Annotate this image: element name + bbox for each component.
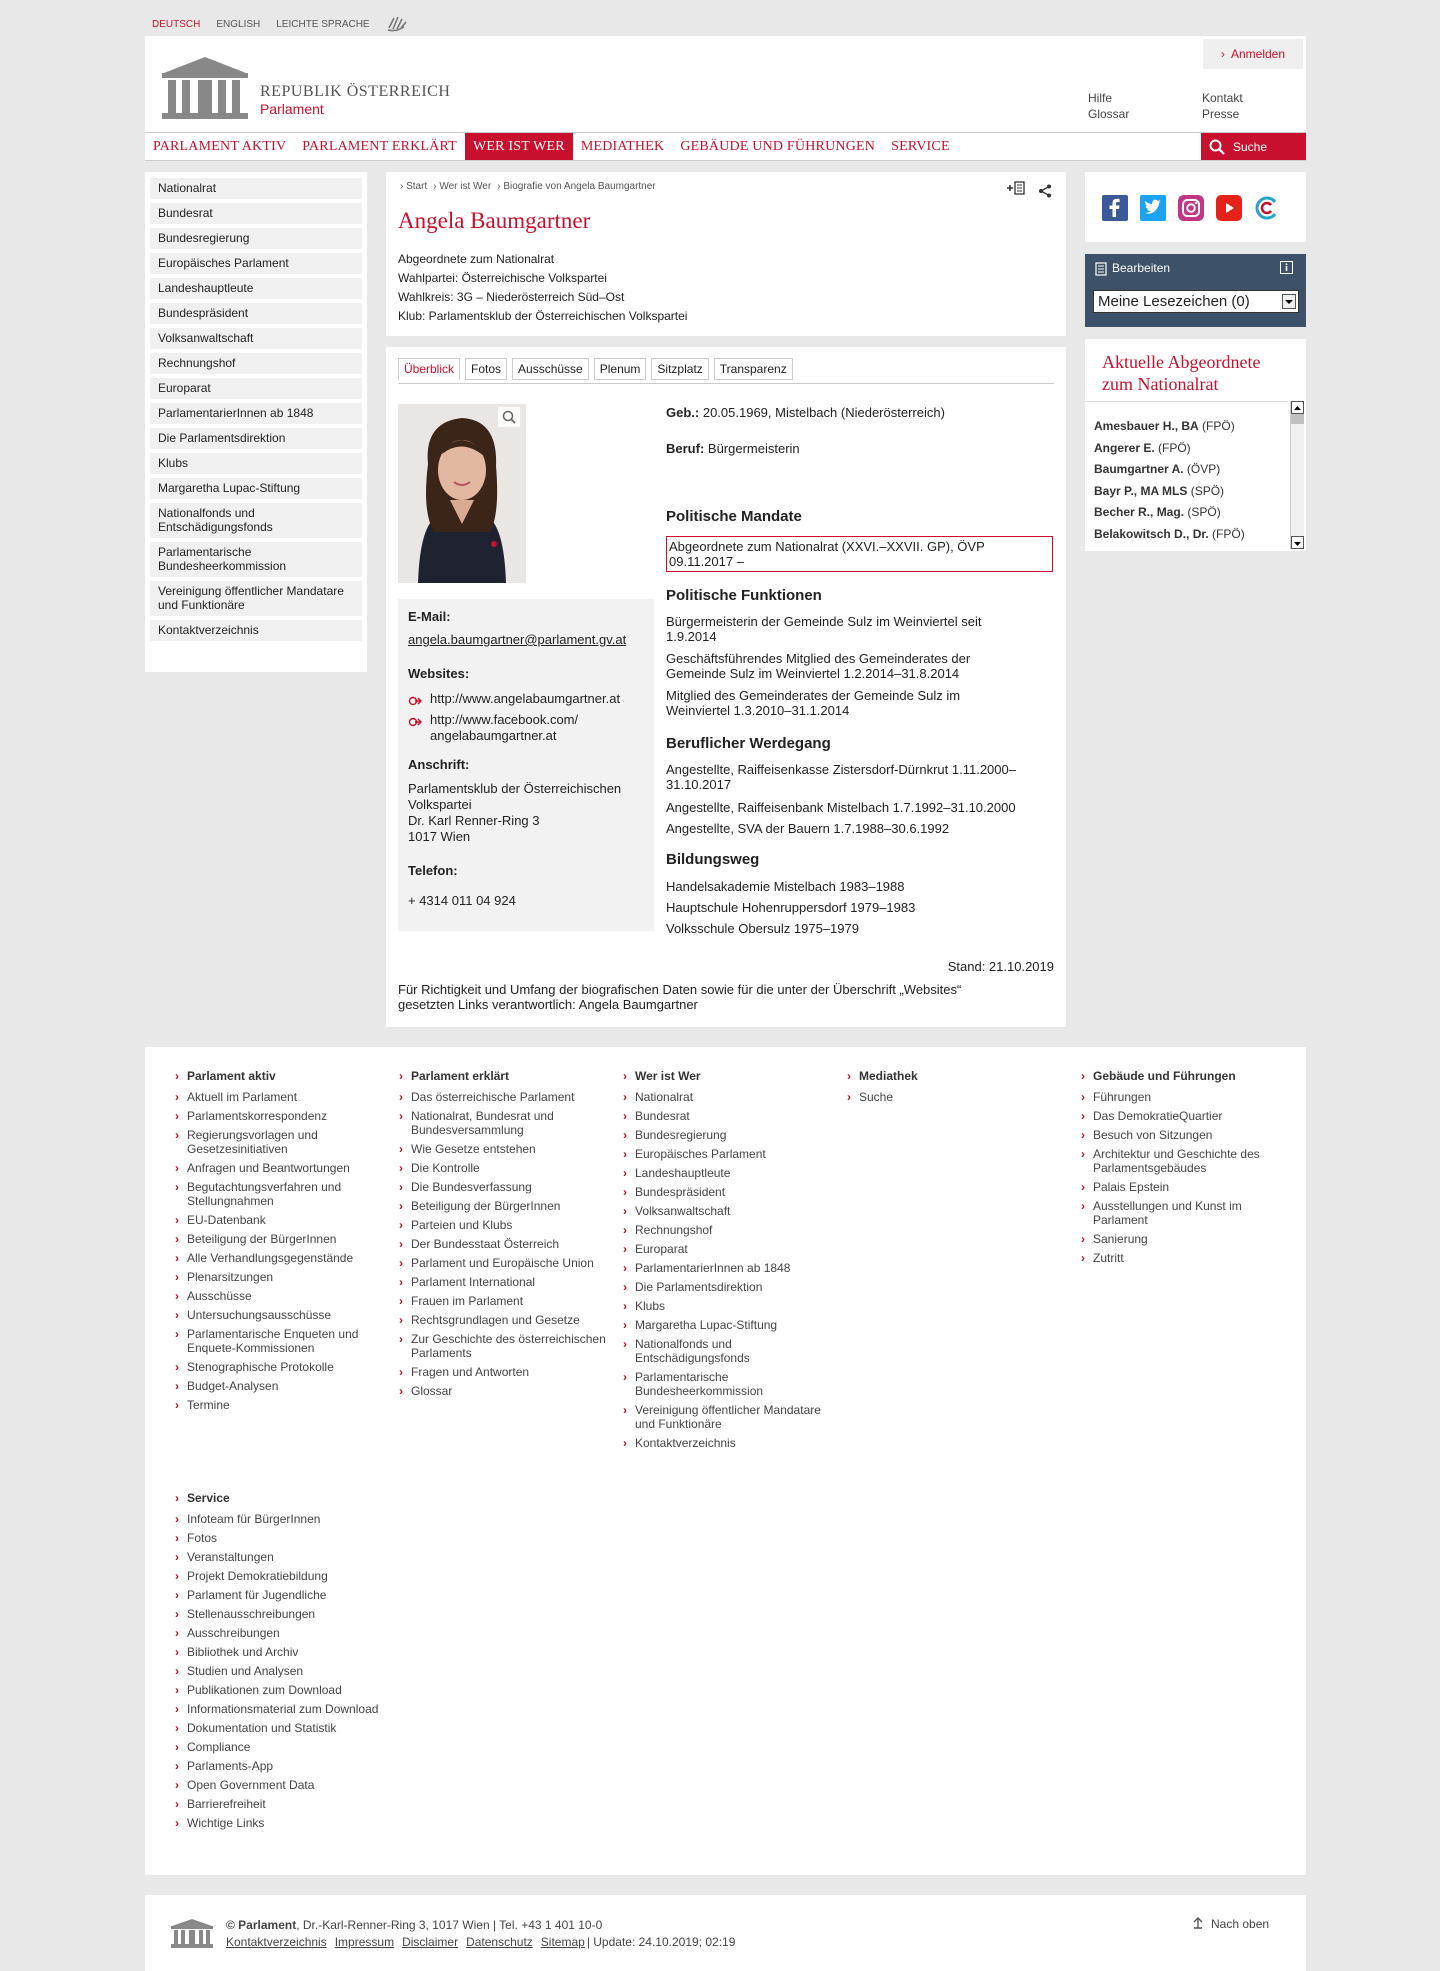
education-item: Volksschule Obersulz 1975–1979 <box>666 921 859 936</box>
sidebar-item-vereinigung[interactable]: Vereinigung öffentlicher Mandatare und Funktionäre <box>150 581 362 616</box>
profession-info <box>666 441 1046 456</box>
address-line: Dr. Karl Renner-Ring 3 <box>408 813 540 828</box>
member-party: (FPÖ) <box>1154 440 1191 455</box>
sidebar-item-bundesheerkommission[interactable]: Parlamentarische Bundesheerkommission <box>150 542 362 577</box>
footer-link[interactable]: › Regierungsvorlagen und Gesetzesinitiativen <box>175 1128 385 1156</box>
lang-easy[interactable]: LEICHTE SPRACHE <box>276 19 370 30</box>
site-footer <box>145 1047 1306 1875</box>
footer-link[interactable]: › Dokumentation und Statistik <box>175 1721 405 1735</box>
footer-link[interactable]: › Das österreichische Parlament <box>399 1090 609 1104</box>
disclaimer-line: gesetzten Links verantwortlich: Angela Baumgartner <box>398 997 698 1012</box>
career-line: 31.10.2017 <box>666 777 732 792</box>
footer-link[interactable]: › Nationalfonds und Entschädigungsfonds <box>623 1337 823 1365</box>
footer-link[interactable]: › Plenarsitzungen <box>175 1270 385 1284</box>
sidebar-item-parlamentsdirektion[interactable]: Die Parlamentsdirektion <box>150 428 362 449</box>
current-members-title <box>1102 351 1260 395</box>
portrait-photo[interactable] <box>398 404 526 583</box>
sidebar-item-bundespraesident[interactable]: Bundespräsident <box>150 303 362 324</box>
footer-link[interactable]: › Architektur und Geschichte des Parlamentsgebäudes <box>1081 1147 1281 1175</box>
footer-link[interactable]: › Suche <box>847 1090 1047 1104</box>
link-kontaktverzeichnis[interactable]: Kontaktverzeichnis <box>226 1935 327 1949</box>
footer-link[interactable]: › Ausstellungen und Kunst im Parlament <box>1081 1199 1281 1227</box>
phone-label: Telefon: <box>408 863 458 878</box>
footer-link[interactable]: › Projekt Demokratiebildung <box>175 1569 405 1583</box>
footer-link[interactable]: › Europarat <box>623 1242 823 1256</box>
phone-value: + 4314 011 04 924 <box>408 893 516 908</box>
breadcrumb-start[interactable]: › Start <box>400 181 428 192</box>
sidebar-item-landeshauptleute[interactable]: Landeshauptleute <box>150 278 362 299</box>
function-line: Bürgermeisterin der Gemeinde Sulz im Weinviertel seit <box>666 614 982 629</box>
breadcrumb-start-label: Start <box>406 181 428 192</box>
sidebar-item-europarat[interactable]: Europarat <box>150 378 362 399</box>
add-bookmark-icon[interactable] <box>1006 180 1026 199</box>
list-item[interactable] <box>1094 416 1245 438</box>
external-link-icon <box>408 715 422 730</box>
footer-link[interactable]: › ParlamentarierInnen ab 1848 <box>623 1261 823 1275</box>
sidebar <box>145 172 367 672</box>
member-name: Belakowitsch D., Dr. <box>1094 526 1209 541</box>
person-party: Wahlpartei: Österreichische Volkspartei <box>398 271 607 285</box>
mandate-entry <box>666 536 1053 572</box>
tab-sitzplatz[interactable]: Sitzplatz <box>651 358 708 380</box>
footer-link[interactable]: › Klubs <box>623 1299 823 1313</box>
footer-link[interactable]: › Parlamentarische Bundesheerkommission <box>623 1370 823 1398</box>
current-members-title-line: zum Nationalrat <box>1102 374 1219 394</box>
website-link-2-b: angelabaumgartner.at <box>430 728 557 743</box>
bottom-links <box>226 1935 735 1949</box>
footer-link[interactable]: › Die Kontrolle <box>399 1161 609 1175</box>
footer-col-wer-ist-wer <box>623 1069 823 1455</box>
logo-text-republic: REPUBLIK ÖSTERREICH <box>260 83 451 100</box>
youtube-icon[interactable] <box>1216 195 1242 224</box>
profile-header-card <box>386 172 1066 336</box>
copyright-line <box>226 1918 602 1932</box>
footer-link[interactable]: › Barrierefreiheit <box>175 1797 405 1811</box>
breadcrumb-wer-ist-wer[interactable]: › Wer ist Wer <box>433 181 492 192</box>
footer-link[interactable]: › Wichtige Links <box>175 1816 405 1830</box>
career-line: Angestellte, Raiffeisenkasse Zistersdorf-Dürnkrut 1.11.2000– <box>666 762 1016 777</box>
members-scrollbar[interactable] <box>1290 401 1304 549</box>
footer-link[interactable]: › Bibliothek und Archiv <box>175 1645 405 1659</box>
footer-link[interactable]: › Zutritt <box>1081 1251 1281 1265</box>
help-link[interactable]: Hilfe <box>1088 91 1113 105</box>
footer-link[interactable]: › Parteien und Klubs <box>399 1218 609 1232</box>
member-party: (FPÖ) <box>1198 419 1235 433</box>
tab-ausschuesse[interactable]: Ausschüsse <box>512 358 589 380</box>
function-item <box>666 651 1046 681</box>
footer-link[interactable]: › Budget-Analysen <box>175 1379 385 1393</box>
main-navigation <box>145 132 1306 161</box>
sidebar-item-kontaktverzeichnis[interactable]: Kontaktverzeichnis <box>150 620 362 641</box>
scroll-up-icon[interactable] <box>1291 401 1304 414</box>
footer-link[interactable]: › Ausschüsse <box>175 1289 385 1303</box>
footer-link[interactable]: › Rechnungshof <box>623 1223 823 1237</box>
education-item: Hauptschule Hohenruppersdorf 1979–1983 <box>666 900 916 915</box>
function-line: 1.9.2014 <box>666 629 717 644</box>
footer-link[interactable]: › Wie Gesetze entstehen <box>399 1142 609 1156</box>
member-party: (ÖVP) <box>1183 462 1221 476</box>
footer-link[interactable]: › Frauen im Parlament <box>399 1294 609 1308</box>
address-text <box>408 781 621 845</box>
disclaimer-line: Für Richtigkeit und Umfang der biografischen Daten sowie für die unter der Überschrift „Websites“ <box>398 982 962 997</box>
sidebar-item-klubs[interactable]: Klubs <box>150 453 362 474</box>
nav-gebaeude[interactable]: GEBÄUDE UND FÜHRUNGEN <box>680 138 876 154</box>
footer-link[interactable]: › Volksanwaltschaft <box>623 1204 823 1218</box>
back-to-top-label: Nach oben <box>1211 1917 1270 1931</box>
footer-link[interactable]: › Termine <box>175 1398 385 1412</box>
info-icon[interactable] <box>1280 261 1293 277</box>
sidebar-item-eu-parlament[interactable]: Europäisches Parlament <box>150 253 362 274</box>
footer-heading[interactable]: › Parlament erklärt <box>399 1069 609 1083</box>
nav-wer-ist-wer[interactable]: WER IST WER <box>465 133 573 160</box>
update-info: | Update: 24.10.2019; 02:19 <box>586 1935 736 1949</box>
footer-link[interactable]: › Zur Geschichte des österreichischen Parlaments <box>399 1332 609 1360</box>
footer-heading[interactable]: › Wer ist Wer <box>623 1069 823 1083</box>
footer-link[interactable]: › Ausschreibungen <box>175 1626 405 1640</box>
footer-link[interactable]: › Die Parlamentsdirektion <box>623 1280 823 1294</box>
scroll-down-icon[interactable] <box>1291 536 1304 549</box>
breadcrumb <box>400 181 656 192</box>
member-party: (SPÖ) <box>1184 505 1221 519</box>
parliament-logo-small-icon <box>170 1918 214 1951</box>
footer-heading[interactable]: › Gebäude und Führungen <box>1081 1069 1281 1083</box>
footer-link[interactable]: › Besuch von Sitzungen <box>1081 1128 1281 1142</box>
footer-link[interactable]: › Führungen <box>1081 1090 1281 1104</box>
link-datenschutz[interactable]: Datenschutz <box>466 1935 533 1949</box>
footer-col-parlament-aktiv <box>175 1069 385 1417</box>
footer-link[interactable]: › Compliance <box>175 1740 405 1754</box>
member-party: (FPÖ) <box>1208 526 1245 541</box>
sidebar-item-bundesrat[interactable]: Bundesrat <box>150 203 362 224</box>
members-list[interactable] <box>1085 401 1288 549</box>
address-label: Anschrift: <box>408 757 470 772</box>
functions-heading: Politische Funktionen <box>666 587 822 604</box>
breadcrumb-current: › Biografie von Angela Baumgartner <box>497 181 656 192</box>
footer-heading[interactable]: › Parlament aktiv <box>175 1069 385 1083</box>
nav-parlament-aktiv[interactable]: PARLAMENT AKTIV <box>153 138 287 154</box>
zoom-icon[interactable] <box>498 407 520 427</box>
address-line: Parlamentsklub der Österreichischen <box>408 781 622 796</box>
function-item <box>666 688 1046 718</box>
scroll-thumb[interactable] <box>1291 414 1304 424</box>
sign-language-icon[interactable] <box>386 14 410 35</box>
press-link[interactable]: Presse <box>1202 107 1240 121</box>
birth-label: Geb.: <box>666 405 700 420</box>
member-party: (SPÖ) <box>1187 483 1225 498</box>
sidebar-item-parlamentarier[interactable]: ParlamentarierInnen ab 1848 <box>150 403 362 424</box>
footer-link[interactable]: › Palais Epstein <box>1081 1180 1281 1194</box>
footer-link[interactable]: › Fragen und Antworten <box>399 1365 609 1379</box>
bottom-bar <box>145 1895 1306 1971</box>
footer-link[interactable]: › EU-Datenbank <box>175 1213 385 1227</box>
footer-link[interactable]: › Aktuell im Parlament <box>175 1090 385 1104</box>
website-link-1[interactable]: http://www.angelabaumgartner.at <box>430 691 621 706</box>
address-line: 1017 Wien <box>408 829 471 844</box>
sidebar-item-rechnungshof[interactable]: Rechnungshof <box>150 353 362 374</box>
footer-heading[interactable]: › Service <box>175 1491 405 1505</box>
list-item[interactable] <box>1094 502 1245 524</box>
birth-value: 20.05.1969, Mistelbach (Niederösterreich) <box>699 405 945 420</box>
footer-link[interactable]: › Landeshauptleute <box>623 1166 823 1180</box>
profession-value: Bürgermeisterin <box>704 441 800 456</box>
sidebar-item-nationalrat[interactable]: Nationalrat <box>150 178 362 199</box>
page-title: Angela Baumgartner <box>398 208 591 233</box>
footer-link[interactable]: › Parlament für Jugendliche <box>175 1588 405 1602</box>
website-link-2[interactable] <box>430 712 578 744</box>
person-club: Klub: Parlamentsklub der Österreichischen Volkspartei <box>398 309 688 323</box>
external-link-icon <box>408 694 422 709</box>
footer-link[interactable]: › Begutachtungsverfahren und Stellungnahmen <box>175 1180 385 1208</box>
tab-plenum[interactable]: Plenum <box>594 358 647 380</box>
copyright-address: , Dr.-Karl-Renner-Ring 3, 1017 Wien | Tel. +43 1 401 10-0 <box>296 1918 603 1932</box>
site-header <box>145 36 1306 132</box>
footer-link[interactable]: › Beteiligung der BürgerInnen <box>399 1199 609 1213</box>
social-links <box>1085 172 1306 242</box>
glossary-link[interactable]: Glossar <box>1088 107 1130 121</box>
language-bar <box>152 14 410 35</box>
list-item[interactable] <box>1094 524 1245 546</box>
footer-link[interactable]: › Bundesrat <box>623 1109 823 1123</box>
footer-link[interactable]: › Fotos <box>175 1531 405 1545</box>
footer-link[interactable]: › Parlament und Europäische Union <box>399 1256 609 1270</box>
footer-link[interactable]: › Alle Verhandlungsgegenstände <box>175 1251 385 1265</box>
nav-parlament-erklaert[interactable]: PARLAMENT ERKLÄRT <box>302 138 457 154</box>
footer-link[interactable]: › Publikationen zum Download <box>175 1683 405 1697</box>
footer-link[interactable]: › Stellenausschreibungen <box>175 1607 405 1621</box>
footer-link[interactable]: › Parlamentarische Enqueten und Enquete-Kommissionen <box>175 1327 385 1355</box>
list-item[interactable] <box>1094 481 1245 503</box>
footer-link[interactable]: › Vereinigung öffentlicher Mandatare und Funktionäre <box>623 1403 823 1431</box>
person-constituency: Wahlkreis: 3G – Niederösterreich Süd–Ost <box>398 290 625 304</box>
chevron-down-icon <box>1282 294 1296 309</box>
footer-link[interactable]: › Parlamentskorrespondenz <box>175 1109 385 1123</box>
footer-link[interactable]: › Informationsmaterial zum Download <box>175 1702 405 1716</box>
footer-link[interactable]: › Stenographische Protokolle <box>175 1360 385 1374</box>
copyright-label: © Parlament <box>226 1918 297 1932</box>
bookmarks-select-value: Meine Lesezeichen (0) <box>1098 293 1250 310</box>
member-name: Baumgartner A. <box>1094 462 1184 476</box>
arrow-up-icon <box>1193 1917 1203 1932</box>
search-icon <box>1209 139 1225 155</box>
career-heading: Beruflicher Werdegang <box>666 735 831 752</box>
footer-link[interactable]: › Open Government Data <box>175 1778 405 1792</box>
nav-mediathek[interactable]: MEDIATHEK <box>580 138 665 154</box>
tab-ueberblick[interactable]: Überblick <box>398 358 460 380</box>
parliament-app-icon[interactable] <box>1254 195 1280 224</box>
footer-link[interactable]: › Nationalrat, Bundesrat und Bundesversammlung <box>399 1109 609 1137</box>
education-heading: Bildungsweg <box>666 851 760 868</box>
footer-col-mediathek <box>847 1069 1047 1109</box>
bookmark-icon <box>1095 262 1107 279</box>
instagram-icon[interactable] <box>1178 195 1204 224</box>
address-line: Volkspartei <box>408 797 472 812</box>
footer-link[interactable]: › Studien und Analysen <box>175 1664 405 1678</box>
parliament-logo-icon[interactable] <box>160 55 250 122</box>
footer-link[interactable]: › Parlaments-App <box>175 1759 405 1773</box>
career-item: Angestellte, Raiffeisenbank Mistelbach 1.7.1992–31.10.2000 <box>666 800 1016 815</box>
footer-col-parlament-erklaert <box>399 1069 609 1403</box>
tab-fotos[interactable]: Fotos <box>465 358 507 380</box>
footer-link[interactable]: › Bundespräsident <box>623 1185 823 1199</box>
list-item[interactable] <box>1094 459 1245 481</box>
link-impressum[interactable]: Impressum <box>334 1935 395 1949</box>
nav-service[interactable]: SERVICE <box>891 138 950 154</box>
sidebar-item-bundesregierung[interactable]: Bundesregierung <box>150 228 362 249</box>
email-link[interactable]: angela.baumgartner@parlament.gv.at <box>408 632 627 647</box>
footer-link[interactable]: › Beteiligung der BürgerInnen <box>175 1232 385 1246</box>
twitter-icon[interactable] <box>1140 195 1166 224</box>
mandates-heading: Politische Mandate <box>666 508 802 525</box>
footer-link[interactable]: › Margaretha Lupac-Stiftung <box>623 1318 823 1332</box>
edit-bookmarks-button[interactable]: Bearbeiten <box>1112 261 1171 275</box>
footer-link[interactable]: › Parlament International <box>399 1275 609 1289</box>
function-line: Geschäftsführendes Mitglied des Gemeinderates der <box>666 651 971 666</box>
current-members-panel <box>1085 339 1306 551</box>
facebook-icon[interactable] <box>1102 195 1128 224</box>
footer-link[interactable]: › Infoteam für BürgerInnen <box>175 1512 405 1526</box>
websites-label: Websites: <box>408 666 470 681</box>
chevron-right-icon: › <box>1220 47 1225 61</box>
members-list-items <box>1094 416 1245 545</box>
function-line: Gemeinde Sulz im Weinviertel 1.2.2014–31.8.2014 <box>666 666 960 681</box>
footer-link[interactable]: › Bundesregierung <box>623 1128 823 1142</box>
member-name: Amesbauer H., BA <box>1094 419 1199 433</box>
profession-label: Beruf: <box>666 441 705 456</box>
lang-english[interactable]: ENGLISH <box>216 19 261 30</box>
tabs-divider <box>398 383 1054 384</box>
mandate-line: Abgeordnete zum Nationalrat (XXVI.–XXVII. GP), ÖVP <box>669 539 985 554</box>
footer-link[interactable]: › Anfragen und Beantwortungen <box>175 1161 385 1175</box>
footer-link[interactable]: › Das DemokratieQuartier <box>1081 1109 1281 1123</box>
footer-link[interactable]: › Die Bundesverfassung <box>399 1180 609 1194</box>
footer-col-gebaeude <box>1081 1069 1281 1270</box>
profile-tabs <box>398 358 793 380</box>
back-to-top-button[interactable] <box>1193 1917 1269 1932</box>
function-item <box>666 614 1046 644</box>
current-members-title-line: Aktuelle Abgeordnete <box>1102 352 1261 372</box>
birth-info <box>666 405 1046 420</box>
education-item: Handelsakademie Mistelbach 1983–1988 <box>666 879 905 894</box>
sidebar-item-lupac[interactable]: Margaretha Lupac-Stiftung <box>150 478 362 499</box>
footer-link[interactable]: › Sanierung <box>1081 1232 1281 1246</box>
member-name: Becher R., Mag. <box>1094 505 1185 519</box>
footer-link[interactable]: › Veranstaltungen <box>175 1550 405 1564</box>
share-icon[interactable] <box>1038 184 1052 201</box>
sidebar-item-volksanwaltschaft[interactable]: Volksanwaltschaft <box>150 328 362 349</box>
career-item: Angestellte, SVA der Bauern 1.7.1988–30.6.1992 <box>666 821 950 836</box>
member-name: Angerer E. <box>1094 440 1155 455</box>
footer-link[interactable]: › Glossar <box>399 1384 609 1398</box>
footer-link[interactable]: › Rechtsgrundlagen und Gesetze <box>399 1313 609 1327</box>
footer-link[interactable]: › Der Bundesstaat Österreich <box>399 1237 609 1251</box>
list-item[interactable] <box>1094 438 1245 460</box>
bookmarks-panel <box>1085 254 1306 327</box>
tab-transparenz[interactable]: Transparenz <box>714 358 793 380</box>
website-link-2-a: http://www.facebook.com/ <box>430 712 579 727</box>
contact-box <box>398 599 654 931</box>
login-button[interactable] <box>1203 39 1303 69</box>
footer-heading[interactable]: › Mediathek <box>847 1069 1047 1083</box>
footer-col-service <box>175 1491 405 1835</box>
profile-main-card <box>386 347 1066 1027</box>
stand-date: Stand: 21.10.2019 <box>947 959 1054 974</box>
login-label: Anmelden <box>1230 47 1286 61</box>
function-line: Mitglied des Gemeinderates der Gemeinde Sulz im <box>666 688 961 703</box>
function-line: Weinviertel 1.3.2010–31.1.2014 <box>666 703 850 718</box>
member-name: Bayr P., MA MLS <box>1094 483 1188 498</box>
breadcrumb-wer-label: Wer ist Wer <box>439 181 492 192</box>
career-item <box>666 762 1046 792</box>
lang-deutsch[interactable]: DEUTSCH <box>152 19 201 30</box>
footer-link[interactable]: › Untersuchungsausschüsse <box>175 1308 385 1322</box>
footer-link[interactable]: › Nationalrat <box>623 1090 823 1104</box>
email-label: E-Mail: <box>408 609 451 624</box>
disclaimer-text <box>398 982 961 1012</box>
breadcrumb-current-label: Biografie von Angela Baumgartner <box>503 181 656 192</box>
contact-link[interactable]: Kontakt <box>1202 91 1243 105</box>
logo-text-parliament: Parlament <box>260 101 324 117</box>
link-disclaimer[interactable]: Disclaimer <box>402 1935 459 1949</box>
sidebar-item-nationalfonds[interactable]: Nationalfonds und Entschädigungsfonds <box>150 503 362 538</box>
search-button[interactable] <box>1201 133 1306 160</box>
mandate-line: 09.11.2017 – <box>669 554 744 569</box>
link-sitemap[interactable]: Sitemap <box>540 1935 585 1949</box>
search-label: Suche <box>1233 139 1268 154</box>
footer-link[interactable]: › Europäisches Parlament <box>623 1147 823 1161</box>
bookmarks-select[interactable] <box>1093 290 1299 313</box>
person-role: Abgeordnete zum Nationalrat <box>398 252 555 266</box>
footer-link[interactable]: › Kontaktverzeichnis <box>623 1436 823 1450</box>
